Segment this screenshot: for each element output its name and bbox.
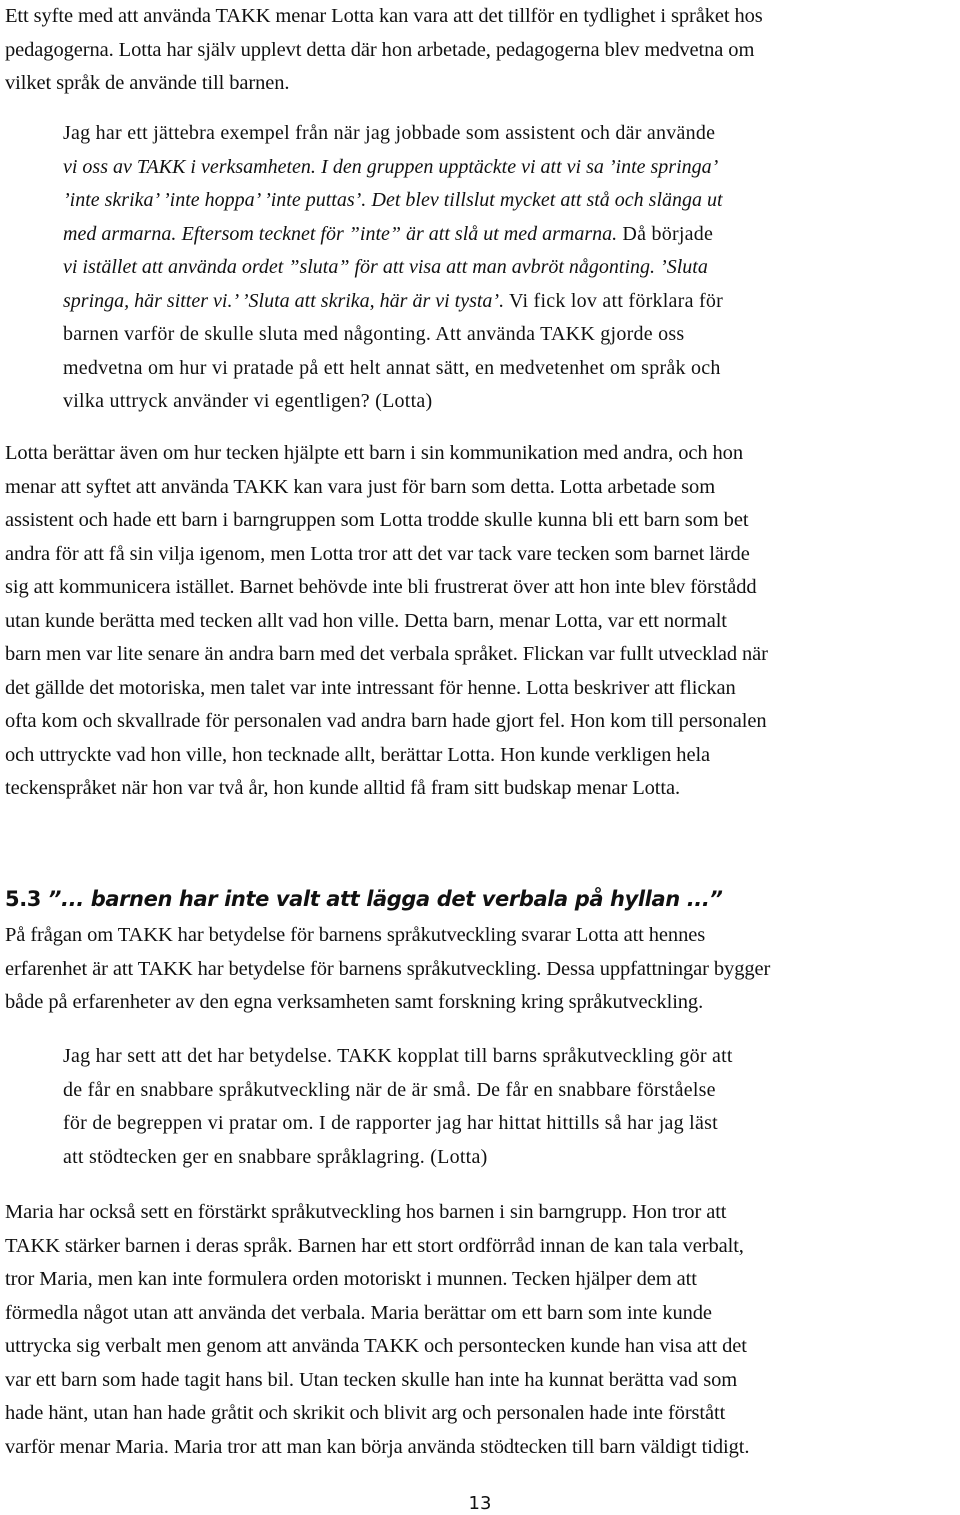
quote-italic-text: I den gruppen upptäckte vi att vi sa ’inte springa’ [321,155,719,178]
quote-italic-text: ’inte skrika’ ’inte hoppa’ ’inte puttas’. [63,189,367,211]
quote-line: barnen varför de skulle sluta med någonting. Att använda TAKK gjorde oss [63,323,685,345]
quote-italic-text: vi oss av TAKK i verksamheten. [63,155,316,178]
text-line: det gällde det motoriska, men talet var inte intressant för henne. Lotta beskriver att flickan [5,676,736,699]
text-line: menar att syftet att använda TAKK kan vara just för barn som detta. Lotta arbetade som [5,475,716,498]
quote-italic-text: med armarna. [63,222,177,245]
quote-line: att stödtecken ger en snabbare språklagring. (Lotta) [63,1145,488,1168]
text-line: hade hänt, utan han hade gråtit och skrikit och blivit arg och personalen hade inte förstått [5,1402,726,1424]
quote-italic-text: ’Sluta [655,256,708,278]
text-line: På frågan om TAKK har betydelse för barnens språkutveckling svarar Lotta att hennes [5,924,706,946]
quote-italic-text: vi istället att använda ordet ”sluta” för att visa att man avbröt någonting. [63,256,656,278]
text-line: sig att kommunicera istället. Barnet behövde inte bli frustrerat över att hon inte blev förstådd [5,576,757,598]
text-line: tror Maria, men kan inte formulera orden motoriskt i munnen. Tecken hjälper dem att [5,1268,697,1290]
text-line: Maria har också sett en förstärkt språkutveckling hos barnen i sin barngrupp. Hon tror att [5,1201,727,1223]
text-line: Ett syfte med att använda TAKK menar Lotta kan vara att det tillför en tydlighet i språket hos [5,5,763,27]
paragraph-takk-significance [5,919,960,1020]
page-number: 13 [468,1493,492,1514]
quote-regular-text: Då började [617,222,714,245]
block-quote-lotta-significance [63,1040,943,1174]
text-line: andra för att få sin vilja igenom, men Lotta tror att det var tack vare tecken som barnet lärde [5,542,750,565]
quote-line: Jag har ett jättebra exempel från när jag jobbade som assistent och där använde [63,122,716,144]
paragraph-intro [5,0,960,101]
section-heading [5,881,723,917]
quote-line [63,251,943,285]
text-line: uttrycka sig verbalt men genom att använda TAKK och persontecken kunde han visa att det [5,1335,747,1357]
text-line: var ett barn som hade tagit hans bil. Utan tecken skulle han inte ha kunnat berätta vad som [5,1368,738,1391]
quote-line [63,285,943,319]
text-line: ofta kom och skvallrade för personalen vad andra barn hade gjort fel. Hon kom till personalen [5,710,767,732]
quote-line [63,218,943,252]
text-line: både på erfarenheter av den egna verksamheten samt forskning kring språkutveckling. [5,991,704,1013]
quote-regular-text: Vi fick lov att förklara för [504,289,724,312]
text-line: varför menar Maria. Maria tror att man kan börja använda stödtecken till barn väldigt tidigt. [5,1435,750,1458]
section-title: ”... barnen har inte valt att lägga det verbala på hyllan ...” [41,887,723,911]
text-line: erfarenhet är att TAKK har betydelse för barnens språkutveckling. Dessa uppfattningar bygger [5,957,771,980]
text-line: assistent och hade ett barn i barngruppen som Lotta trodde skulle kunna bli ett barn som bet [5,509,749,531]
quote-italic-text: springa, här sitter vi.’ ’Sluta att skrika, här är vi tysta’. [63,289,505,312]
text-line: förmedla något utan att använda det verbala. Maria berättar om ett barn som inte kunde [5,1301,712,1324]
text-line: pedagogerna. Lotta har själv upplevt detta där hon arbetade, pedagogerna blev medvetna om [5,38,755,61]
quote-line [63,184,943,218]
paragraph-maria [5,1196,960,1464]
text-line: barn men var lite senare än andra barn med det verbala språket. Flickan var fullt utvecklad när [5,643,768,665]
quote-italic-text: Det blev tillslut mycket att stå och slänga ut [371,189,723,211]
text-line: teckenspråket när hon var två år, hon kunde alltid få fram sitt budskap menar Lotta. [5,777,681,799]
quote-line [63,151,943,185]
text-line: och uttryckte vad hon ville, hon tecknade allt, berättar Lotta. Hon kunde verkligen hela [5,743,711,766]
block-quote-lotta-example [63,117,943,419]
text-line: Lotta berättar även om hur tecken hjälpte ett barn i sin kommunikation med andra, och hon [5,442,743,464]
paragraph-lotta-child-story [5,437,960,806]
section-number: 5.3 [5,887,42,911]
quote-italic-text: Eftersom tecknet för ”inte” är att slå ut med armarna. [181,222,618,245]
quote-line: vilka uttryck använder vi egentligen? (Lotta) [63,390,433,412]
text-line: utan kunde berätta med tecken allt vad hon ville. Detta barn, menar Lotta, var ett normalt [5,609,727,632]
quote-line: de får en snabbare språkutveckling när de är små. De får en snabbare förståelse [63,1078,716,1101]
quote-line: Jag har sett att det har betydelse. TAKK kopplat till barns språkutveckling gör att [63,1045,733,1067]
text-line: TAKK stärker barnen i deras språk. Barnen har ett stort ordförråd innan de kan tala verbalt, [5,1234,744,1257]
text-line: vilket språk de använde till barnen. [5,72,290,94]
quote-line: medvetna om hur vi pratade på ett helt annat sätt, en medvetenhet om språk och [63,356,721,379]
quote-line: för de begreppen vi pratar om. I de rapporter jag har hittat hittills så har jag läst [63,1112,718,1134]
